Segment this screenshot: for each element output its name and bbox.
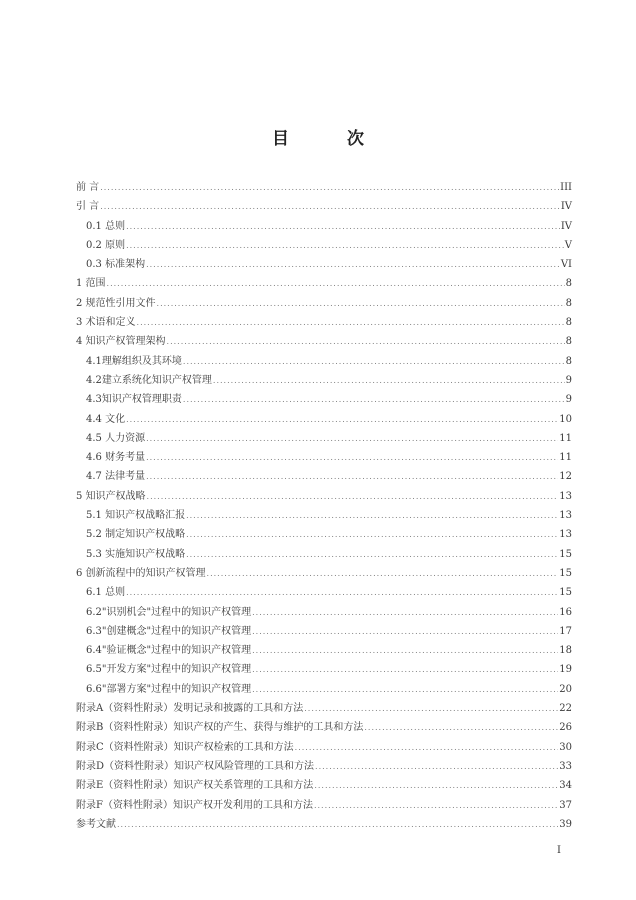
toc-leader-dots — [126, 236, 564, 255]
toc-leader-dots — [146, 429, 558, 448]
toc-leader-dots — [364, 718, 558, 737]
toc-entry-page: 11 — [559, 432, 572, 444]
toc-entry[interactable] — [76, 178, 572, 197]
toc-leader-dots — [146, 467, 558, 486]
toc-leader-dots — [117, 815, 558, 834]
toc-entry-label: 4.4 文化 — [86, 413, 126, 425]
toc-leader-dots — [186, 506, 558, 525]
toc-entry-page: 18 — [559, 645, 572, 657]
toc-entry-label: 5 知识产权战略 — [76, 490, 146, 502]
toc-entry-page: 37 — [559, 799, 572, 811]
toc-entry-page: 8 — [565, 278, 572, 290]
toc-leader-dots — [186, 545, 558, 564]
toc-entry-label: 0.1 总则 — [86, 220, 126, 232]
toc-leader-dots — [295, 738, 559, 757]
toc-entry[interactable] — [76, 680, 572, 699]
toc-entry-label: 4 知识产权管理架构 — [76, 336, 166, 348]
toc-entry-label: 6.5"开发方案"过程中的知识产权管理 — [86, 664, 252, 676]
toc-leader-dots — [252, 660, 558, 679]
toc-entry-label: 5.2 制定知识产权战略 — [86, 529, 186, 541]
toc-leader-dots — [126, 217, 560, 236]
toc-entry-label: 附录A（资料性附录）发明记录和披露的工具和方法 — [76, 703, 304, 715]
toc-entry-label: 4.2建立系统化知识产权管理 — [86, 374, 212, 386]
toc-leader-dots — [107, 274, 565, 293]
toc-entry[interactable] — [76, 583, 572, 602]
toc-entry-page: 15 — [559, 587, 572, 599]
toc-entry-page: 22 — [559, 703, 572, 715]
toc-entry[interactable] — [76, 448, 572, 467]
toc-leader-dots — [252, 641, 558, 660]
toc-entry-page: 9 — [565, 394, 572, 406]
toc-entry-label: 5.3 实施知识产权战略 — [86, 548, 186, 560]
toc-leader-dots — [157, 294, 565, 313]
toc-entry-label: 4.6 财务考量 — [86, 452, 146, 464]
toc-leader-dots — [147, 487, 559, 506]
toc-leader-dots — [252, 622, 558, 641]
toc-entry[interactable] — [76, 564, 572, 583]
toc-entry[interactable] — [76, 776, 572, 795]
toc-leader-dots — [167, 332, 565, 351]
toc-entry-page: 12 — [559, 471, 572, 483]
toc-leader-dots — [183, 352, 565, 371]
toc-entry[interactable] — [76, 236, 572, 255]
toc-entry[interactable] — [76, 622, 572, 641]
toc-entry-page: 8 — [565, 355, 572, 367]
toc-entry-page: V — [564, 239, 572, 251]
toc-entry[interactable] — [76, 274, 572, 293]
toc-entry-page: 19 — [559, 664, 572, 676]
toc-entry-label: 5.1 知识产权战略汇报 — [86, 510, 186, 522]
toc-entry[interactable] — [76, 738, 572, 757]
toc-entry-label: 附录C（资料性附录）知识产权检索的工具和方法 — [76, 741, 294, 753]
toc-leader-dots — [146, 448, 558, 467]
toc-leader-dots — [304, 699, 558, 718]
toc-entry-page: IV — [560, 220, 572, 232]
toc-entry[interactable] — [76, 487, 572, 506]
toc-entry-label: 4.1理解组织及其环境 — [86, 355, 182, 367]
toc-entry-page: IV — [560, 201, 572, 213]
page-title: 目 次 — [272, 129, 390, 149]
toc-entry-label: 0.3 标准架构 — [86, 259, 146, 271]
toc-entry[interactable] — [76, 506, 572, 525]
toc-entry-label: 6.4"验证概念"过程中的知识产权管理 — [86, 645, 252, 657]
toc-entry[interactable] — [76, 525, 572, 544]
toc-entry-page: III — [560, 182, 572, 193]
toc-entry[interactable] — [76, 313, 572, 332]
toc-leader-dots — [146, 255, 560, 274]
toc-entry-label: 6.6"部署方案"过程中的知识产权管理 — [86, 683, 252, 695]
toc-entry-page: 8 — [565, 336, 572, 348]
toc-entry-page: 39 — [559, 818, 572, 830]
toc-leader-dots — [183, 390, 565, 409]
toc-leader-dots — [100, 197, 560, 216]
toc-entry-label: 附录D（资料性附录）知识产权风险管理的工具和方法 — [76, 760, 315, 772]
toc-entry[interactable] — [76, 332, 572, 351]
toc-leader-dots — [314, 796, 558, 815]
toc-entry-page: VI — [560, 259, 572, 271]
toc-entry[interactable] — [76, 429, 572, 448]
toc-entry-page: 9 — [565, 374, 572, 386]
toc-leader-dots — [252, 680, 558, 699]
toc-entry-page: 16 — [559, 606, 572, 618]
toc-entry-label: 3 术语和定义 — [76, 317, 136, 329]
toc-leader-dots — [126, 410, 558, 429]
toc-entry-label: 6.2"识别机会"过程中的知识产权管理 — [86, 606, 252, 618]
page-number: I — [557, 845, 561, 856]
toc-entry-page: 8 — [565, 297, 572, 309]
toc-entry-label: 2 规范性引用文件 — [76, 297, 156, 309]
toc-entry[interactable] — [76, 217, 572, 236]
toc-entry[interactable] — [76, 815, 572, 834]
toc-entry[interactable] — [76, 371, 572, 390]
toc-entry-label: 6 创新流程中的知识产权管理 — [76, 567, 206, 579]
toc-entry-page: 33 — [559, 760, 572, 772]
toc-entry-page: 13 — [559, 510, 572, 522]
toc-entry-label: 6.1 总则 — [86, 587, 126, 599]
toc-entry-label: 前 言 — [76, 182, 100, 193]
toc-entry-label: 附录E（资料性附录）知识产权关系管理的工具和方法 — [76, 780, 314, 792]
toc-leader-dots — [213, 371, 565, 390]
toc-entry-label: 0.2 原则 — [86, 239, 126, 251]
toc-entry-page: 13 — [559, 529, 572, 541]
table-of-contents — [76, 178, 572, 834]
toc-entry-page: 26 — [559, 722, 572, 734]
toc-entry-page: 30 — [559, 741, 572, 753]
toc-entry[interactable] — [76, 255, 572, 274]
toc-entry[interactable] — [76, 467, 572, 486]
toc-entry-page: 34 — [559, 780, 572, 792]
toc-leader-dots — [207, 564, 559, 583]
toc-entry-page: 15 — [559, 567, 572, 579]
toc-entry-page: 17 — [559, 625, 572, 637]
toc-entry-label: 附录F（资料性附录）知识产权开发利用的工具和方法 — [76, 799, 313, 811]
toc-entry-label: 引 言 — [76, 201, 100, 213]
toc-entry[interactable] — [76, 197, 572, 216]
toc-entry-label: 4.5 人力资源 — [86, 432, 146, 444]
toc-leader-dots — [315, 757, 558, 776]
toc-entry-page: 20 — [559, 683, 572, 695]
toc-entry-page: 10 — [559, 413, 572, 425]
toc-entry[interactable] — [76, 699, 572, 718]
toc-leader-dots — [137, 313, 565, 332]
toc-entry-label: 4.3知识产权管理职责 — [86, 394, 182, 406]
toc-entry-page: 11 — [559, 452, 572, 464]
toc-entry[interactable] — [76, 294, 572, 313]
toc-entry-page: 13 — [559, 490, 572, 502]
toc-entry[interactable] — [76, 390, 572, 409]
toc-leader-dots — [126, 583, 558, 602]
toc-entry-page: 8 — [565, 317, 572, 329]
toc-entry[interactable] — [76, 757, 572, 776]
toc-leader-dots — [186, 525, 558, 544]
toc-leader-dots — [314, 776, 558, 795]
toc-leader-dots — [100, 178, 559, 197]
toc-entry[interactable] — [76, 545, 572, 564]
toc-leader-dots — [252, 603, 558, 622]
toc-entry-label: 4.7 法律考量 — [86, 471, 146, 483]
toc-entry[interactable] — [76, 410, 572, 429]
toc-entry-label: 1 范围 — [76, 278, 106, 290]
toc-entry-label: 附录B（资料性附录）知识产权的产生、获得与维护的工具和方法 — [76, 722, 364, 734]
toc-entry[interactable] — [76, 352, 572, 371]
toc-entry-label: 6.3"创建概念"过程中的知识产权管理 — [86, 625, 252, 637]
toc-entry[interactable] — [76, 641, 572, 660]
toc-entry[interactable] — [76, 603, 572, 622]
toc-entry[interactable] — [76, 660, 572, 679]
toc-entry-page: 15 — [559, 548, 572, 560]
toc-entry[interactable] — [76, 718, 572, 737]
toc-entry[interactable] — [76, 796, 572, 815]
toc-entry-label: 参考文献 — [76, 818, 116, 830]
